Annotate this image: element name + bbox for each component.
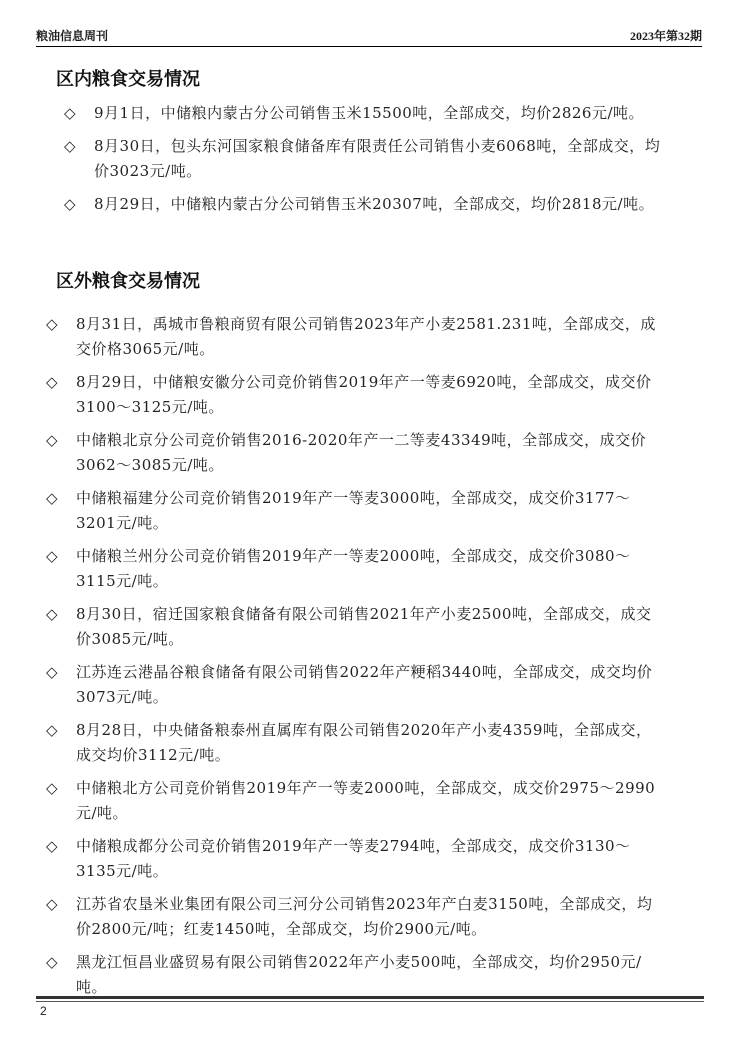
item-text: 8月30日，包头东河国家粮食储备库有限责任公司销售小麦6068吨，全部成交，均价3023元/吨。 <box>94 137 661 180</box>
footer-rule-thin <box>36 1001 704 1002</box>
diamond-bullet-icon: ◇ <box>46 431 59 449</box>
item-text: 8月31日，禹城市鲁粮商贸有限公司销售2023年产小麦2581.231吨，全部成交，成交价格3065元/吨。 <box>76 315 656 358</box>
diamond-bullet-icon: ◇ <box>46 547 59 565</box>
diamond-bullet-icon: ◇ <box>46 373 59 391</box>
item-text: 中储粮北方公司竞价销售2019年产一等麦2000吨，全部成交，成交价2975～2990元/吨。 <box>76 779 656 822</box>
list-item <box>64 101 664 126</box>
list-item <box>46 544 664 594</box>
list-item <box>46 602 664 652</box>
item-text: 8月28日，中央储备粮泰州直属库有限公司销售2020年产小麦4359吨，全部成交，成交均价3112元/吨。 <box>76 721 652 764</box>
item-text: 中储粮兰州分公司竞价销售2019年产一等麦2000吨，全部成交，成交价3080～3115元/吨。 <box>76 547 631 590</box>
diamond-bullet-icon: ◇ <box>46 489 59 507</box>
page-header <box>36 20 702 47</box>
section-title-external: 区外粮食交易情况 <box>56 271 200 292</box>
item-text: 8月29日，中储粮内蒙古分公司销售玉米20307吨，全部成交，均价2818元/吨。 <box>94 195 655 213</box>
diamond-bullet-icon: ◇ <box>46 779 59 797</box>
publication-title: 粮油信息周刊 <box>36 29 109 43</box>
issue-number: 2023年第32期 <box>629 29 702 43</box>
list-item <box>46 834 664 884</box>
list-item <box>46 776 664 826</box>
list-item <box>64 134 664 184</box>
diamond-bullet-icon: ◇ <box>46 895 59 913</box>
item-text: 9月1日，中储粮内蒙古分公司销售玉米15500吨，全部成交，均价2826元/吨。 <box>94 104 645 122</box>
external-trade-list <box>46 312 664 1000</box>
list-item <box>46 660 664 710</box>
list-item <box>46 486 664 536</box>
diamond-bullet-icon: ◇ <box>64 195 77 213</box>
item-text: 黑龙江恒昌业盛贸易有限公司销售2022年产小麦500吨，全部成交，均价2950元/吨。 <box>76 953 642 996</box>
diamond-bullet-icon: ◇ <box>46 663 59 681</box>
item-text: 中储粮成都分公司竞价销售2019年产一等麦2794吨，全部成交，成交价3130～3135元/吨。 <box>76 837 631 880</box>
item-text: 8月29日，中储粮安徽分公司竞价销售2019年产一等麦6920吨，全部成交，成交价3100～3125元/吨。 <box>76 373 652 416</box>
footer-rule <box>36 996 704 999</box>
list-item <box>46 718 664 768</box>
page-number: 2 <box>40 1004 47 1018</box>
list-item <box>64 192 664 217</box>
item-text: 中储粮北京分公司竞价销售2016-2020年产一二等麦43349吨，全部成交，成交价3062～3085元/吨。 <box>76 431 647 474</box>
list-item <box>46 370 664 420</box>
item-text: 8月30日，宿迁国家粮食储备有限公司销售2021年产小麦2500吨，全部成交，成交价3085元/吨。 <box>76 605 652 648</box>
regional-trade-list <box>64 101 664 217</box>
list-item <box>46 950 664 1000</box>
diamond-bullet-icon: ◇ <box>46 837 59 855</box>
diamond-bullet-icon: ◇ <box>64 104 77 122</box>
item-text: 江苏省农垦米业集团有限公司三河分公司销售2023年产白麦3150吨，全部成交，均价2800元/吨；红麦1450吨，全部成交，均价2900元/吨。 <box>76 895 653 938</box>
item-text: 中储粮福建分公司竞价销售2019年产一等麦3000吨，全部成交，成交价3177～3201元/吨。 <box>76 489 631 532</box>
list-item <box>46 312 664 362</box>
diamond-bullet-icon: ◇ <box>46 721 59 739</box>
diamond-bullet-icon: ◇ <box>46 315 59 333</box>
list-item <box>46 428 664 478</box>
diamond-bullet-icon: ◇ <box>46 953 59 971</box>
section-title-regional: 区内粮食交易情况 <box>56 69 200 90</box>
diamond-bullet-icon: ◇ <box>64 137 77 155</box>
item-text: 江苏连云港晶谷粮食储备有限公司销售2022年产粳稻3440吨，全部成交，成交均价3073元/吨。 <box>76 663 653 706</box>
list-item <box>46 892 664 942</box>
diamond-bullet-icon: ◇ <box>46 605 59 623</box>
